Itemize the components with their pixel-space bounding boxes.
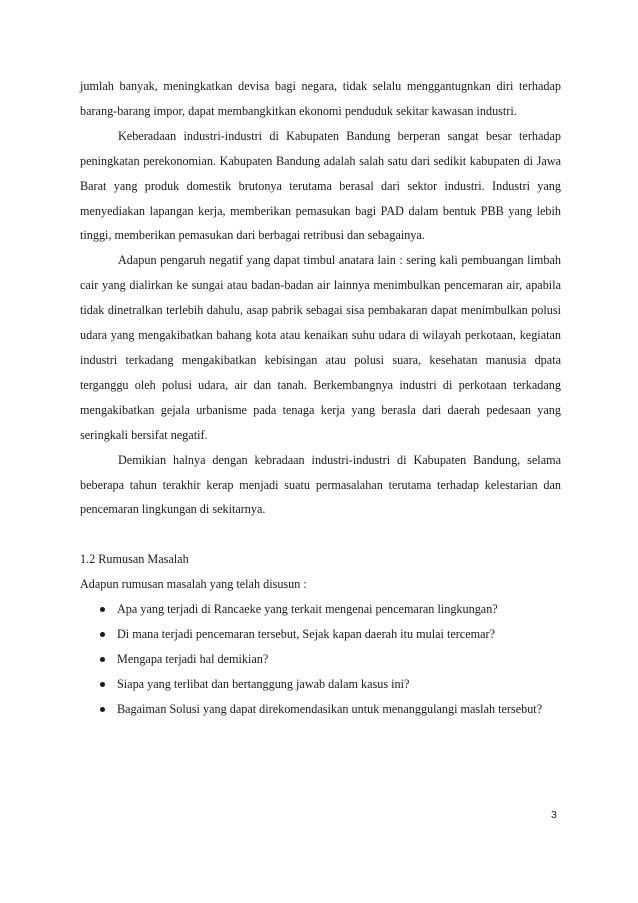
document-body	[80, 74, 561, 722]
list-item	[80, 647, 561, 672]
paragraph-continuation: jumlah banyak, meningkatkan devisa bagi negara, tidak selalu menggantugnkan diri terhadap barang-barang impor, dapat membangkitkan ekonomi penduduk sekitar kawasan industri.	[80, 79, 561, 118]
list-item-text: Mengapa terjadi hal demikian?	[117, 651, 269, 666]
bullet-icon	[100, 707, 105, 712]
problem-list	[80, 597, 561, 722]
paragraph-local-problem: Demikian halnya dengan kebradaan industri-industri di Kabupaten Bandung, selama beberapa tahun terakhir kerap menjadi suatu permasalahan terutama terhadap kelestarian dan pencemaran lingkungan di sekitarnya.	[80, 452, 561, 517]
bullet-icon	[100, 657, 105, 662]
list-item	[80, 597, 561, 622]
list-item-text: Apa yang terjadi di Rancaeke yang terkait mengenai pencemaran lingkungan?	[117, 602, 498, 617]
bullet-icon	[100, 682, 105, 687]
paragraph-negative-impact: Adapun pengaruh negatif yang dapat timbul anatara lain : sering kali pembuangan limbah cair yang dialirkan ke sungai atau badan-badan air lainnya menimbulkan pencemaran air, apabila tidak dinetralkan terlebih dahulu, asap pabrik sebagai sisa pembakaran dapat menimbulkan polusi udara yang mengakibatkan bahang kota atau kenaikan suhu udara di wilayah perkotaan, kegiatan industri terkadang mengakibatkan kebisingan atau polusi suara, kesehatan manusia dpata terganggu oleh polusi udara, air dan tanah. Berkembangnya industri di perkotaan terkadang mengakibatkan gejala urbanisme pada tenaga kerja yang berasla dari daerah pedesaan yang seringkali bersifat negatif.	[80, 253, 561, 442]
page-number: 3	[551, 809, 557, 821]
list-item-text: Bagaiman Solusi yang dapat direkomendasikan untuk menanggulangi maslah tersebut?	[117, 701, 543, 716]
list-item	[80, 672, 561, 697]
section-intro: Adapun rumusan masalah yang telah disusun :	[80, 577, 307, 592]
list-item-text: Di mana terjadi pencemaran tersebut, Sejak kapan daerah itu mulai tercemar?	[117, 627, 495, 642]
list-item	[80, 622, 561, 647]
paragraph-industry-role: Keberadaan industri-industri di Kabupaten Bandung berperan sangat besar terhadap peningkatan perekonomian. Kabupaten Bandung adalah salah satu dari sedikit kabupaten di Jawa Barat yang produk domestik brutonya terutama berasal dari sektor industri. Industri yang menyediakan lapangan kerja, memberikan pemasukan bagi PAD dalam bentuk PBB yang lebih tinggi, memberikan pemasukan dari berbagai retribusi dan sebagainya.	[80, 128, 561, 243]
bullet-icon	[100, 607, 105, 612]
list-item-text: Siapa yang terlibat dan bertanggung jawab dalam kasus ini?	[117, 676, 410, 691]
bullet-icon	[100, 632, 105, 637]
list-item	[80, 697, 561, 722]
section-heading: 1.2 Rumusan Masalah	[80, 552, 189, 567]
